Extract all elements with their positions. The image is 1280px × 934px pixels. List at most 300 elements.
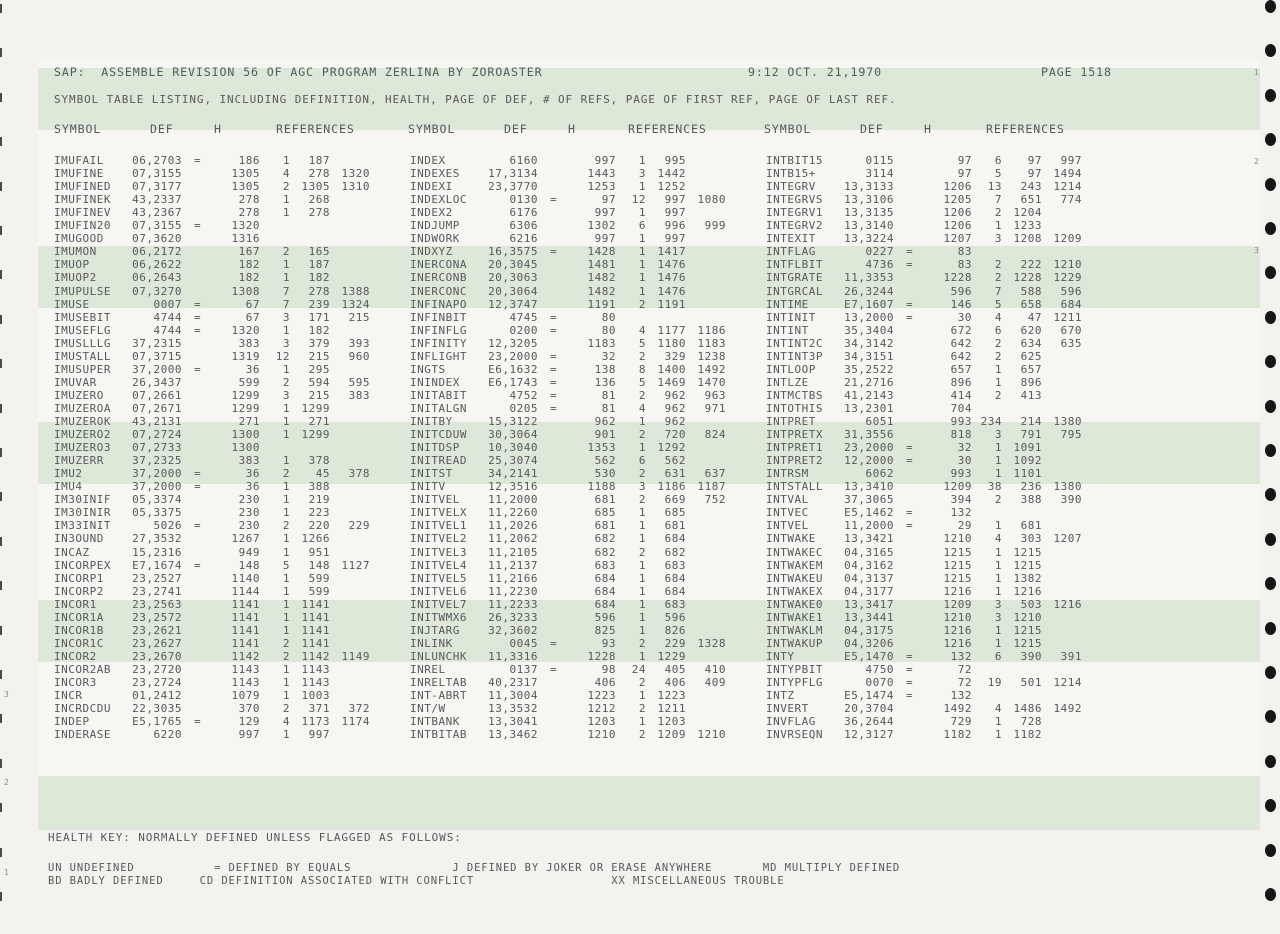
cell-first: 1215 <box>1013 558 1042 572</box>
cell-symbol: IMUFINE <box>54 167 104 181</box>
cell-nrefs: 2 <box>638 349 646 363</box>
cell-last: 1328 <box>697 636 726 650</box>
cell-symbol: INERCONA <box>410 258 467 272</box>
cell-health: = <box>906 245 914 259</box>
cell-nrefs: 19 <box>987 676 1002 689</box>
cell-def: 11,2137 <box>488 558 538 572</box>
cell-last: 1492 <box>697 362 726 376</box>
cell-def: 15,3122 <box>488 415 538 428</box>
cell-def: 23,2563 <box>132 597 182 611</box>
cell-def: 10,3040 <box>488 441 538 455</box>
cell-def: 04,3165 <box>844 545 894 559</box>
cell-nrefs: 2 <box>994 206 1002 220</box>
cell-nrefs: 1 <box>282 532 290 546</box>
cell-nrefs: 1 <box>994 545 1002 559</box>
cell-def: 06,2643 <box>132 271 182 285</box>
cell-page: 684 <box>594 584 616 598</box>
cell-symbol: INCOR1A <box>54 610 104 624</box>
col-references-1: REFERENCES <box>276 122 355 136</box>
cell-page: 1144 <box>231 584 260 598</box>
cell-page: 138 <box>594 362 616 376</box>
cell-def: 37,2315 <box>132 336 182 350</box>
cell-def: 01,2412 <box>132 689 182 703</box>
cell-page: 729 <box>950 715 972 729</box>
margin-mark: 3 <box>4 690 9 699</box>
cell-symbol: INTSTALL <box>766 480 823 494</box>
cell-def: 11,2000 <box>844 519 894 533</box>
cell-nrefs: 6 <box>994 154 1002 167</box>
cell-page: 1443 <box>587 167 616 181</box>
cell-symbol: IMUGOOD <box>54 232 104 246</box>
cell-page: 1253 <box>587 180 616 194</box>
cell-first: 634 <box>1020 336 1042 350</box>
cell-def: 4752 <box>509 388 538 402</box>
cell-nrefs: 6 <box>994 323 1002 337</box>
cell-def: 11,2233 <box>488 597 538 611</box>
cell-first: 1233 <box>1013 219 1042 233</box>
cell-health: = <box>194 362 202 376</box>
cell-page: 146 <box>950 297 972 311</box>
cell-def: 04,3206 <box>844 636 894 650</box>
cell-first: 97 <box>1027 167 1042 181</box>
cell-symbol: INTLOOP <box>766 362 816 376</box>
cell-symbol: INTEXIT <box>766 232 816 246</box>
cell-nrefs: 2 <box>994 258 1002 272</box>
cell-nrefs: 2 <box>638 728 646 742</box>
cell-def: 23,2621 <box>132 623 182 637</box>
cell-page: 148 <box>238 558 260 572</box>
cell-nrefs: 2 <box>638 467 646 481</box>
cell-nrefs: 1 <box>282 193 290 207</box>
cell-nrefs: 1 <box>994 467 1002 481</box>
cell-page: 1302 <box>587 219 616 233</box>
cell-nrefs: 1 <box>282 689 290 703</box>
cell-first: 229 <box>664 636 686 650</box>
feed-mark <box>0 4 2 13</box>
cell-last: 1492 <box>1053 702 1082 716</box>
cell-nrefs: 1 <box>282 623 290 637</box>
cell-first: 222 <box>1020 258 1042 272</box>
cell-nrefs: 1 <box>994 728 1002 742</box>
cell-def: 23,2572 <box>132 610 182 624</box>
cell-nrefs: 1 <box>282 154 290 167</box>
cell-page: 683 <box>594 558 616 572</box>
cell-page: 1209 <box>943 480 972 494</box>
cell-nrefs: 3 <box>994 232 1002 246</box>
cell-health: = <box>550 636 558 650</box>
cell-first: 599 <box>308 584 330 598</box>
cell-page: 1319 <box>231 349 260 363</box>
cell-first: 148 <box>308 558 330 572</box>
cell-first: 187 <box>308 258 330 272</box>
cell-page: 132 <box>950 689 972 703</box>
table-row <box>38 363 1260 375</box>
cell-page: 80 <box>601 310 616 324</box>
margin-mark: 2 <box>1254 157 1259 166</box>
cell-page: 383 <box>238 454 260 468</box>
cell-first: 388 <box>1020 493 1042 507</box>
table-row <box>38 493 1260 505</box>
cell-def: 11,3004 <box>488 689 538 703</box>
cell-page: 32 <box>957 441 972 455</box>
cell-last: 596 <box>1060 284 1082 298</box>
cell-last: 1238 <box>697 349 726 363</box>
col-symbol-2: SYMBOL <box>408 122 456 136</box>
cell-def: E5,1765 <box>132 715 182 729</box>
cell-symbol: INTWAKEM <box>766 558 823 572</box>
cell-health: = <box>194 715 202 729</box>
cell-page: 1223 <box>587 689 616 703</box>
cell-nrefs: 1 <box>282 323 290 337</box>
cell-first: 1252 <box>657 180 686 194</box>
cell-page: 83 <box>957 258 972 272</box>
cell-first: 791 <box>1020 428 1042 442</box>
cell-last: 997 <box>1060 154 1082 167</box>
table-row <box>38 324 1260 336</box>
cell-nrefs: 7 <box>282 284 290 298</box>
cell-def: E5,1470 <box>844 649 894 663</box>
cell-page: 596 <box>950 284 972 298</box>
cell-first: 378 <box>308 454 330 468</box>
table-row <box>38 350 1260 362</box>
cell-symbol: INTFLBIT <box>766 258 823 272</box>
cell-last: 1183 <box>697 336 726 350</box>
cell-nrefs: 1 <box>638 284 646 298</box>
cell-last: 963 <box>704 388 726 402</box>
cell-nrefs: 2 <box>638 493 646 507</box>
cell-first: 243 <box>1020 180 1042 194</box>
cell-def: 23,3770 <box>488 180 538 194</box>
feed-mark <box>0 270 2 279</box>
cell-nrefs: 1 <box>994 571 1002 585</box>
cell-symbol: INTLZE <box>766 375 809 389</box>
cell-nrefs: 1 <box>282 571 290 585</box>
cell-first: 1211 <box>657 702 686 716</box>
cell-symbol: INITVEL5 <box>410 571 467 585</box>
cell-page: 1203 <box>587 715 616 729</box>
cell-nrefs: 1 <box>994 715 1002 729</box>
cell-page: 30 <box>957 454 972 468</box>
cell-nrefs: 2 <box>282 702 290 716</box>
cell-last: 391 <box>1060 649 1082 663</box>
cell-symbol: INTOTHIS <box>766 401 823 415</box>
cell-nrefs: 1 <box>638 258 646 272</box>
cell-page: 93 <box>601 636 616 650</box>
cell-first: 631 <box>664 467 686 481</box>
cell-nrefs: 6 <box>638 219 646 233</box>
cell-page: 1267 <box>231 532 260 546</box>
cell-page: 1216 <box>943 584 972 598</box>
cell-def: 23,2627 <box>132 636 182 650</box>
cell-page: 596 <box>594 610 616 624</box>
cell-first: 278 <box>308 284 330 298</box>
cell-first: 651 <box>1020 193 1042 207</box>
cell-def: 0070 <box>865 676 894 689</box>
cell-def: 07,2733 <box>132 441 182 455</box>
cell-first: 826 <box>664 623 686 637</box>
cell-def: 12,3205 <box>488 336 538 350</box>
feed-hole <box>1265 178 1276 191</box>
cell-page: 1300 <box>231 441 260 455</box>
table-row <box>38 650 1260 662</box>
feed-hole <box>1265 133 1276 146</box>
cell-def: 43,2367 <box>132 206 182 220</box>
cell-def: 06,2622 <box>132 258 182 272</box>
cell-def: 26,3233 <box>488 610 538 624</box>
cell-page: 230 <box>238 493 260 507</box>
cell-nrefs: 1 <box>994 362 1002 376</box>
cell-symbol: IMU4 <box>54 480 83 494</box>
cell-page: 1209 <box>943 597 972 611</box>
cell-symbol: IMUOP <box>54 258 90 272</box>
cell-symbol: INITDSP <box>410 441 460 455</box>
cell-def: 11,2166 <box>488 571 538 585</box>
cell-symbol: INFINAPO <box>410 297 467 311</box>
feed-mark <box>0 670 2 679</box>
feed-hole <box>1265 44 1276 57</box>
cell-last: 1380 <box>1053 415 1082 428</box>
feed-mark <box>0 404 2 413</box>
print-timestamp: 9:12 OCT. 21,1970 <box>748 65 882 79</box>
cell-def: 07,3715 <box>132 349 182 363</box>
feed-hole <box>1265 888 1276 901</box>
cell-nrefs: 2 <box>282 375 290 389</box>
cell-symbol: INTB15+ <box>766 167 816 181</box>
feed-mark <box>0 315 2 324</box>
cell-symbol: INTEGRV <box>766 180 816 194</box>
cell-nrefs: 1 <box>994 219 1002 233</box>
cell-first: 239 <box>308 297 330 311</box>
cell-symbol: INCORP1 <box>54 571 104 585</box>
table-row <box>38 663 1260 675</box>
cell-nrefs: 2 <box>638 545 646 559</box>
cell-symbol: IMUMON <box>54 245 97 259</box>
cell-symbol: INTMCTBS <box>766 388 823 402</box>
table-row <box>38 232 1260 244</box>
cell-nrefs: 12 <box>631 193 646 207</box>
cell-symbol: INGTS <box>410 362 446 376</box>
cell-def: 6051 <box>865 415 894 428</box>
cell-symbol: INCORPEX <box>54 558 111 572</box>
cell-page: 1182 <box>943 728 972 742</box>
cell-nrefs: 1 <box>282 662 290 676</box>
cell-symbol: INTPRET1 <box>766 441 823 455</box>
table-row <box>38 480 1260 492</box>
cell-first: 1486 <box>1013 702 1042 716</box>
cell-def: 11,2105 <box>488 545 538 559</box>
cell-page: 1079 <box>231 689 260 703</box>
cell-page: 1300 <box>231 428 260 442</box>
cell-symbol: INTRSM <box>766 467 809 481</box>
cell-first: 997 <box>664 232 686 246</box>
cell-first: 685 <box>664 506 686 520</box>
cell-page: 1215 <box>943 545 972 559</box>
cell-nrefs: 5 <box>282 558 290 572</box>
cell-symbol: IMUFINED <box>54 180 111 194</box>
cell-nrefs: 2 <box>994 271 1002 285</box>
table-row <box>38 258 1260 270</box>
cell-first: 1215 <box>1013 636 1042 650</box>
cell-symbol: INTPRET2 <box>766 454 823 468</box>
cell-nrefs: 2 <box>638 388 646 402</box>
table-row <box>38 154 1260 166</box>
cell-nrefs: 1 <box>638 689 646 703</box>
cell-nrefs: 1 <box>638 519 646 533</box>
cell-page: 1215 <box>943 558 972 572</box>
cell-page: 1308 <box>231 284 260 298</box>
cell-def: 13,2301 <box>844 401 894 415</box>
cell-page: 132 <box>950 649 972 663</box>
col-symbol-1: SYMBOL <box>54 122 102 136</box>
cell-def: 35,3404 <box>844 323 894 337</box>
cell-nrefs: 2 <box>994 349 1002 363</box>
cell-last: 595 <box>348 375 370 389</box>
cell-nrefs: 2 <box>638 676 646 689</box>
cell-symbol: ININDEX <box>410 375 460 389</box>
cell-first: 236 <box>1020 480 1042 494</box>
cell-last: 1470 <box>697 375 726 389</box>
cell-page: 642 <box>950 349 972 363</box>
cell-symbol: IMUSEFLG <box>54 323 111 337</box>
cell-page: 685 <box>594 506 616 520</box>
cell-def: E5,1474 <box>844 689 894 703</box>
feed-hole <box>1265 222 1276 235</box>
cell-first: 215 <box>308 388 330 402</box>
cell-def: 30,3064 <box>488 428 538 442</box>
cell-page: 997 <box>594 154 616 167</box>
cell-first: 1092 <box>1013 454 1042 468</box>
cell-symbol: INCRDCDU <box>54 702 111 716</box>
feed-mark <box>0 537 2 546</box>
cell-page: 80 <box>601 323 616 337</box>
cell-symbol: INTBITAB <box>410 728 467 742</box>
feed-hole <box>1265 89 1276 102</box>
feed-hole <box>1265 844 1276 857</box>
cell-first: 45 <box>315 467 330 481</box>
cell-last: 1127 <box>341 558 370 572</box>
feed-hole <box>1265 400 1276 413</box>
cell-def: 26,3244 <box>844 284 894 298</box>
cell-first: 1215 <box>1013 623 1042 637</box>
cell-page: 83 <box>957 245 972 259</box>
cell-nrefs: 3 <box>282 388 290 402</box>
cell-first: 268 <box>308 193 330 207</box>
cell-symbol: IMUOP2 <box>54 271 97 285</box>
cell-nrefs: 1 <box>638 441 646 455</box>
cell-symbol: INCORP2 <box>54 584 104 598</box>
cell-page: 230 <box>238 506 260 520</box>
cell-def: 13,3532 <box>488 702 538 716</box>
cell-nrefs: 3 <box>282 336 290 350</box>
cell-symbol: INFINITY <box>410 336 467 350</box>
cell-symbol: IMUSE <box>54 297 90 311</box>
cell-def: 3114 <box>865 167 894 181</box>
cell-symbol: IMUZERO2 <box>54 428 111 442</box>
cell-def: 23,2527 <box>132 571 182 585</box>
cell-page: 1206 <box>943 206 972 220</box>
cell-def: 27,3532 <box>132 532 182 546</box>
feed-hole <box>1265 622 1276 635</box>
cell-page: 36 <box>245 467 260 481</box>
cell-nrefs: 1 <box>994 441 1002 455</box>
cell-symbol: IMUFAIL <box>54 154 104 167</box>
cell-page: 1320 <box>231 219 260 233</box>
listing-title: SAP: ASSEMBLE REVISION 56 OF AGC PROGRAM ZERLINA BY ZOROASTER <box>54 65 543 79</box>
cell-symbol: IMUSUPER <box>54 362 111 376</box>
cell-page: 72 <box>957 662 972 676</box>
cell-page: 132 <box>950 506 972 520</box>
cell-health: = <box>906 310 914 324</box>
cell-page: 993 <box>950 415 972 428</box>
cell-def: 25,3074 <box>488 454 538 468</box>
cell-first: 219 <box>308 493 330 507</box>
cell-def: 13,3041 <box>488 715 538 729</box>
cell-last: 960 <box>348 349 370 363</box>
cell-symbol: INITALGN <box>410 401 467 415</box>
cell-page: 394 <box>950 493 972 507</box>
cell-symbol: INCOR1 <box>54 597 97 611</box>
col-references-2: REFERENCES <box>628 122 707 136</box>
cell-nrefs: 1 <box>638 584 646 598</box>
cell-nrefs: 4 <box>638 401 646 415</box>
cell-page: 997 <box>594 206 616 220</box>
cell-page: 383 <box>238 336 260 350</box>
cell-health: = <box>906 649 914 663</box>
cell-last: 1216 <box>1053 597 1082 611</box>
cell-first: 720 <box>664 428 686 442</box>
cell-page: 1320 <box>231 323 260 337</box>
cell-nrefs: 1 <box>282 676 290 689</box>
feed-mark <box>0 714 2 723</box>
cell-page: 278 <box>238 193 260 207</box>
cell-last: 1207 <box>1053 532 1082 546</box>
cell-first: 996 <box>664 219 686 233</box>
cell-def: 16,3575 <box>488 245 538 259</box>
cell-def: 12,3516 <box>488 480 538 494</box>
cell-last: 1494 <box>1053 167 1082 181</box>
cell-first: 681 <box>664 519 686 533</box>
table-row <box>38 519 1260 531</box>
cell-page: 1228 <box>943 271 972 285</box>
cell-first: 1215 <box>1013 545 1042 559</box>
cell-first: 405 <box>664 662 686 676</box>
cell-symbol: INRELTAB <box>410 676 467 689</box>
cell-health: = <box>550 349 558 363</box>
cell-nrefs: 2 <box>638 297 646 311</box>
cell-last: 1324 <box>341 297 370 311</box>
cell-def: 6306 <box>509 219 538 233</box>
cell-def: 07,3620 <box>132 232 182 246</box>
table-row <box>38 572 1260 584</box>
cell-page: 962 <box>594 415 616 428</box>
cell-symbol: INTY <box>766 649 795 663</box>
cell-first: 1382 <box>1013 571 1042 585</box>
cell-symbol: INDWORK <box>410 232 460 246</box>
cell-nrefs: 1 <box>282 493 290 507</box>
cell-first: 1142 <box>301 649 330 663</box>
cell-page: 1142 <box>231 649 260 663</box>
cell-last: 684 <box>1060 297 1082 311</box>
cell-nrefs: 3 <box>994 610 1002 624</box>
cell-def: 22,3035 <box>132 702 182 716</box>
cell-def: 23,2724 <box>132 676 182 689</box>
cell-page: 1188 <box>587 480 616 494</box>
table-row <box>38 298 1260 310</box>
cell-health: = <box>906 689 914 703</box>
cell-first: 303 <box>1020 532 1042 546</box>
cell-page: 98 <box>601 662 616 676</box>
cell-health: = <box>906 506 914 520</box>
